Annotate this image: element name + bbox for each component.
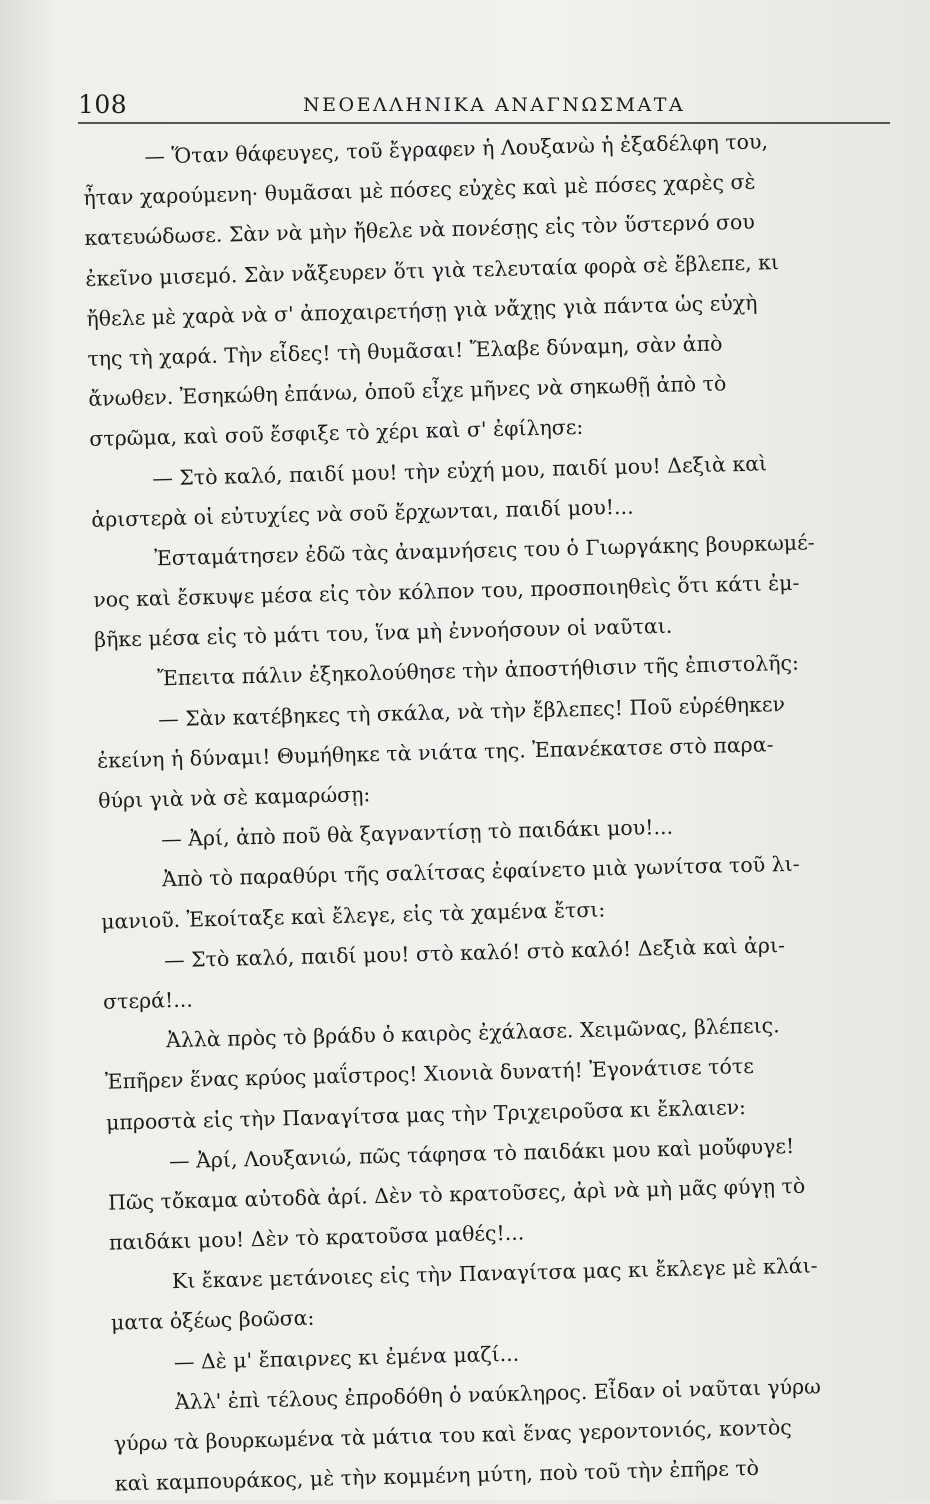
text-line: νος καὶ ἔσκυψε μέσα εἰς τὸν κόλπον του, προσποιηθεὶς ὅτι κάτι ἐμ- [92, 570, 800, 612]
text-line: — Ὅταν θάφευγες, τοῦ ἔγραφεν ἡ Λουξανὼ ἡ ἐξαδέλφη του, [144, 129, 769, 169]
text-line: ἐκείνη ἡ δύναμι! Θυμήθηκε τὰ νιάτα της. Ἐπανέκατσε στὸ παρα- [96, 732, 774, 773]
body-text [82, 118, 930, 1504]
text-line: γύρω τὰ βουρκωμένα τὰ μάτια του καὶ ἕνας γεροντονιός, κοντὸς [113, 1415, 793, 1456]
text-line: ἄνωθεν. Ἐσηκώθη ἐπάνω, ὁποῦ εἶχε μῆνες νὰ σηκωθῇ ἀπὸ τὸ [88, 371, 727, 412]
text-line: Ἐπῆρεν ἕνας κρύος μαΐστρος! Χιονιὰ δυνατή! Ἐγονάτισε τότε [104, 1054, 755, 1095]
text-line: ἀριστερὰ οἱ εὐτυχίες νὰ σοῦ ἔρχωνται, παιδί μου!... [91, 494, 634, 532]
text-line: στρῶμα, καὶ σοῦ ἔσφιξε τὸ χέρι καὶ σ' ἐφίλησε: [89, 415, 584, 452]
text-line: Ἀπὸ τὸ παραθύρι τῆς σαλίτσας ἐφαίνετο μιὰ γωνίτσα τοῦ λι- [161, 852, 800, 892]
text-line: καὶ καμπουράκος, μὲ τὴν κομμένη μύτη, ποὺ τοῦ τὴν ἐπῆρε τὸ [114, 1456, 760, 1496]
text-line: βῆκε μέσα εἰς τὸ μάτι του, ἵνα μὴ ἐννοήσουν οἱ ναῦται. [93, 613, 673, 653]
text-line: — Ἀρί, Λουξανιώ, πῶς τάφησα τὸ παιδάκι μου καὶ μοὔφυγε! [168, 1133, 795, 1173]
running-head: ΝΕΟΕΛΛΗΝΙΚΑ ΑΝΑΓΝΩΣΜΑΤΑ [303, 94, 686, 116]
text-line: στερά!... [102, 987, 194, 1014]
text-line: — Δὲ μ' ἔπαιρνες κι ἐμένα μαζί... [173, 1341, 520, 1374]
text-line: — Ἀρί, ἀπὸ ποῦ θὰ ξαγναντίσῃ τὸ παιδάκι μου!... [160, 814, 674, 852]
text-line: Κι ἔκανε μετάνοιες εἰς τὴν Παναγίτσα μας κι ἔκλεγε μὲ κλάι- [171, 1253, 818, 1294]
text-line: Ἀλλὰ πρὸς τὸ βράδυ ὁ καιρὸς ἐχάλασε. Χειμῶνας, βλέπεις. [165, 1013, 780, 1053]
text-line: της τὴ χαρά. Τὴν εἶδες! τὴ θυμᾶσαι! Ἔλαβε δύναμη, σὰν ἀπὸ [87, 331, 723, 371]
text-line: — Στὸ καλό, παιδί μου! στὸ καλό! στὸ καλό! Δεξιὰ καὶ ἀρι- [163, 932, 786, 972]
text-line: θύρι γιὰ νὰ σὲ καμαρώσῃ: [97, 782, 371, 813]
text-line: Πῶς τὄκαμα αὐτοδὰ ἀρί. Δὲν τὸ κρατοῦσες, ἀρὶ νὰ μὴ μᾶς φύγῃ τὸ [107, 1173, 806, 1215]
text-line: ματα ὀξέως βοῶσα: [110, 1306, 315, 1336]
page-number: 108 [78, 90, 128, 119]
text-line: μανιοῦ. Ἐκοίταξε καὶ ἔλεγε, εἰς τὰ χαμένα ἔτσι: [100, 897, 606, 934]
text-line: — Στὸ καλό, παιδί μου! τὴν εὐχή μου, παιδί μου! Δεξιὰ καὶ [152, 450, 768, 490]
text-line: ἤθελε μὲ χαρὰ νὰ σ' ἀποχαιρετήσῃ γιὰ νἄχῃς γιὰ πάντα ὡς εὐχὴ [86, 290, 758, 331]
text-line: παιδάκι μου! Δὲν τὸ κρατοῦσα μαθές!... [108, 1220, 525, 1255]
text-line: Ἔπειτα πάλιν ἐξηκολούθησε τὴν ἀποστήθισιν τῆς ἐπιστολῆς: [156, 651, 800, 691]
text-line: μπροστὰ εἰς τὴν Παναγίτσα μας τὴν Τριχειροῦσα κι ἔκλαιεν: [105, 1094, 747, 1135]
text-line: Ἐσταμάτησεν ἐδῶ τὰς ἀναμνήσεις του ὁ Γιωργάκης βουρκωμέ- [153, 530, 815, 571]
text-line: κατευώδωσε. Σὰν νὰ μὴν ἤθελε νὰ πονέσῃς εἰς τὸν ὕστερνό σου [84, 209, 756, 251]
text-line: ἐκεῖνο μισεμό. Σὰν νἄξευρεν ὅτι γιὰ τελευταία φορὰ σὲ ἔβλεπε, κι [85, 249, 780, 291]
text-line: Ἀλλ' ἐπὶ τέλους ἐπροδόθη ὁ ναύκληρος. Εἶδαν οἱ ναῦται γύρω [174, 1374, 822, 1414]
text-line: ἦταν χαρούμενη· θυμᾶσαι μὲ πόσες εὐχὲς καὶ μὲ πόσες χαρὲς σὲ [83, 169, 756, 211]
text-line: — Σὰν κατέβηκες τὴ σκάλα, νὰ τὴν ἔβλεπες! Ποῦ εὑρέθηκεν [157, 691, 786, 731]
